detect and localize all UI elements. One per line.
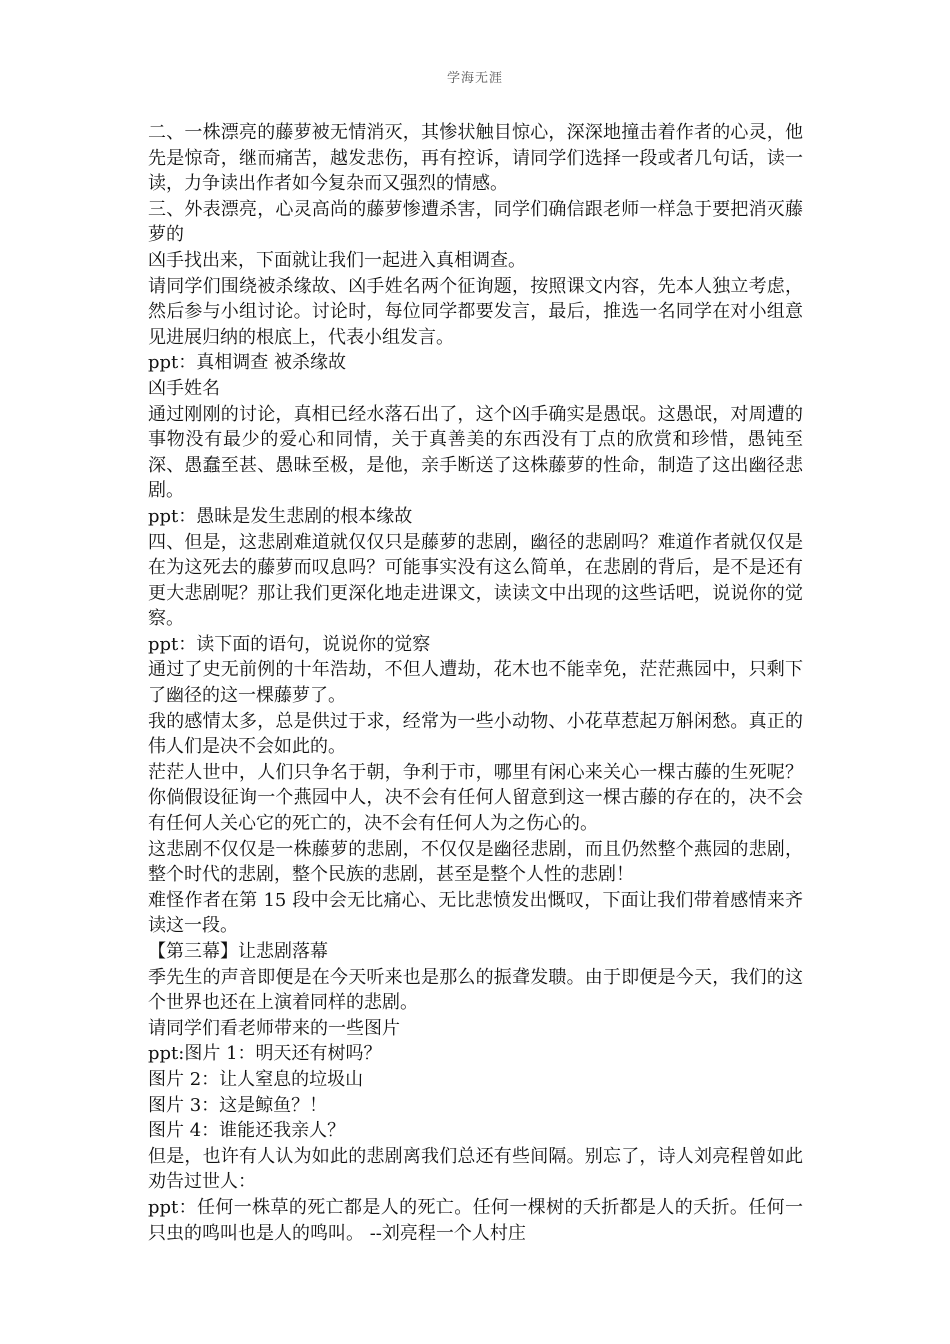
paragraph: 二、一株漂亮的藤萝被无情消灭，其惨状触目惊心，深深地撞击着作者的心灵，他先是惊奇，继而痛苦，越发悲伤，再有控诉，请同学们选择一段或者几句话，读一读，力争读出作者如今复杂而又强烈的情感。 (148, 122, 803, 195)
paragraph: 凶手找出来，下面就让我们一起进入真相调查。 (148, 249, 526, 271)
paragraph: 图片 4：谁能还我亲人？ (148, 1120, 346, 1142)
paragraph: 四、但是，这悲剧难道就仅仅只是藤萝的悲剧，幽径的悲剧吗？难道作者就仅仅是在为这死去的藤萝而叹息吗？可能事实没有这么简单，在悲剧的背后，是不是还有更大悲剧呢？那让我们更深化地走进课文，读读文中出现的这些话吧，说说你的觉察。 (148, 531, 803, 630)
paragraph: ppt:图片 1：明天还有树吗？ (148, 1043, 382, 1065)
paragraph: ppt：真相调查 被杀缘故 (148, 352, 346, 374)
paragraph: 我的感情太多，总是供过于求，经常为一些小动物、小花草惹起万斛闲愁。真正的伟人们是决不会如此的。 (148, 710, 803, 758)
paragraph: 通过刚刚的讨论，真相已经水落石出了，这个凶手确实是愚氓。这愚氓，对周遭的事物没有最少的爱心和同情，关于真善美的东西没有丁点的欣赏和珍惜，愚钝至深、愚蠢至甚、愚昧至极，是他，亲手断送了这株藤萝的性命，制造了这出幽径悲剧。 (148, 403, 803, 502)
paragraph: 这悲剧不仅仅是一株藤萝的悲剧，不仅仅是幽径悲剧，而且仍然整个燕园的悲剧，整个时代的悲剧，整个民族的悲剧，甚至是整个人性的悲剧！ (148, 838, 803, 886)
paragraph: 请同学们看老师带来的一些图片 (148, 1017, 400, 1039)
paragraph: 凶手姓名 (148, 377, 220, 399)
page-header: 学海无涯 (446, 71, 503, 86)
paragraph: 图片 2：让人窒息的垃圾山 (148, 1068, 364, 1090)
paragraph: 三、外表漂亮，心灵高尚的藤萝惨遭杀害，同学们确信跟老师一样急于要把消灭藤萝的 (148, 198, 803, 246)
paragraph: 茫茫人世中，人们只争名于朝，争利于市，哪里有闲心来关心一棵古藤的生死呢？ 你倘假设征询一个燕园中人，决不会有任何人留意到这一棵古藤的存在的，决不会有任何人关心它的死亡的，决不会有任何人为之伤心的。 (148, 761, 803, 835)
paragraph: 通过了史无前例的十年浩劫，不但人遭劫，花木也不能幸免，茫茫燕园中，只剩下了幽径的这一棵藤萝了。 (148, 659, 803, 707)
paragraph: 图片 3：这是鲸鱼？！ (148, 1094, 328, 1116)
paragraph: 请同学们围绕被杀缘故、凶手姓名两个征询题，按照课文内容，先本人独立考虑，然后参与小组讨论。讨论时，每位同学都要发言，最后，推选一名同学在对小组意见进展归纳的根底上，代表小组发言。 (148, 275, 803, 348)
section-heading: 【第三幕】让悲剧落幕 (148, 941, 328, 962)
paragraph: 难怪作者在第 15 段中会无比痛心、无比悲愤发出慨叹，下面让我们带着感情来齐读这一段。 (148, 889, 803, 937)
paragraph: 但是，也许有人认为如此的悲剧离我们总还有些间隔。别忘了，诗人刘亮程曾如此劝告过世人： (148, 1145, 803, 1193)
paragraph: 季先生的声音即便是在今天听来也是那么的振聋发聩。由于即便是今天，我们的这个世界也还在上演着同样的悲剧。 (148, 966, 803, 1014)
paragraph: ppt：读下面的语句，说说你的觉察 (148, 633, 431, 655)
document-body (148, 120, 803, 1246)
paragraph: ppt：任何一株草的死亡都是人的死亡。任何一棵树的夭折都是人的夭折。任何一只虫的鸣叫也是人的鸣叫。 --刘亮程一个人村庄 (148, 1196, 803, 1244)
paragraph: ppt：愚昧是发生悲剧的根本缘故 (148, 505, 413, 527)
